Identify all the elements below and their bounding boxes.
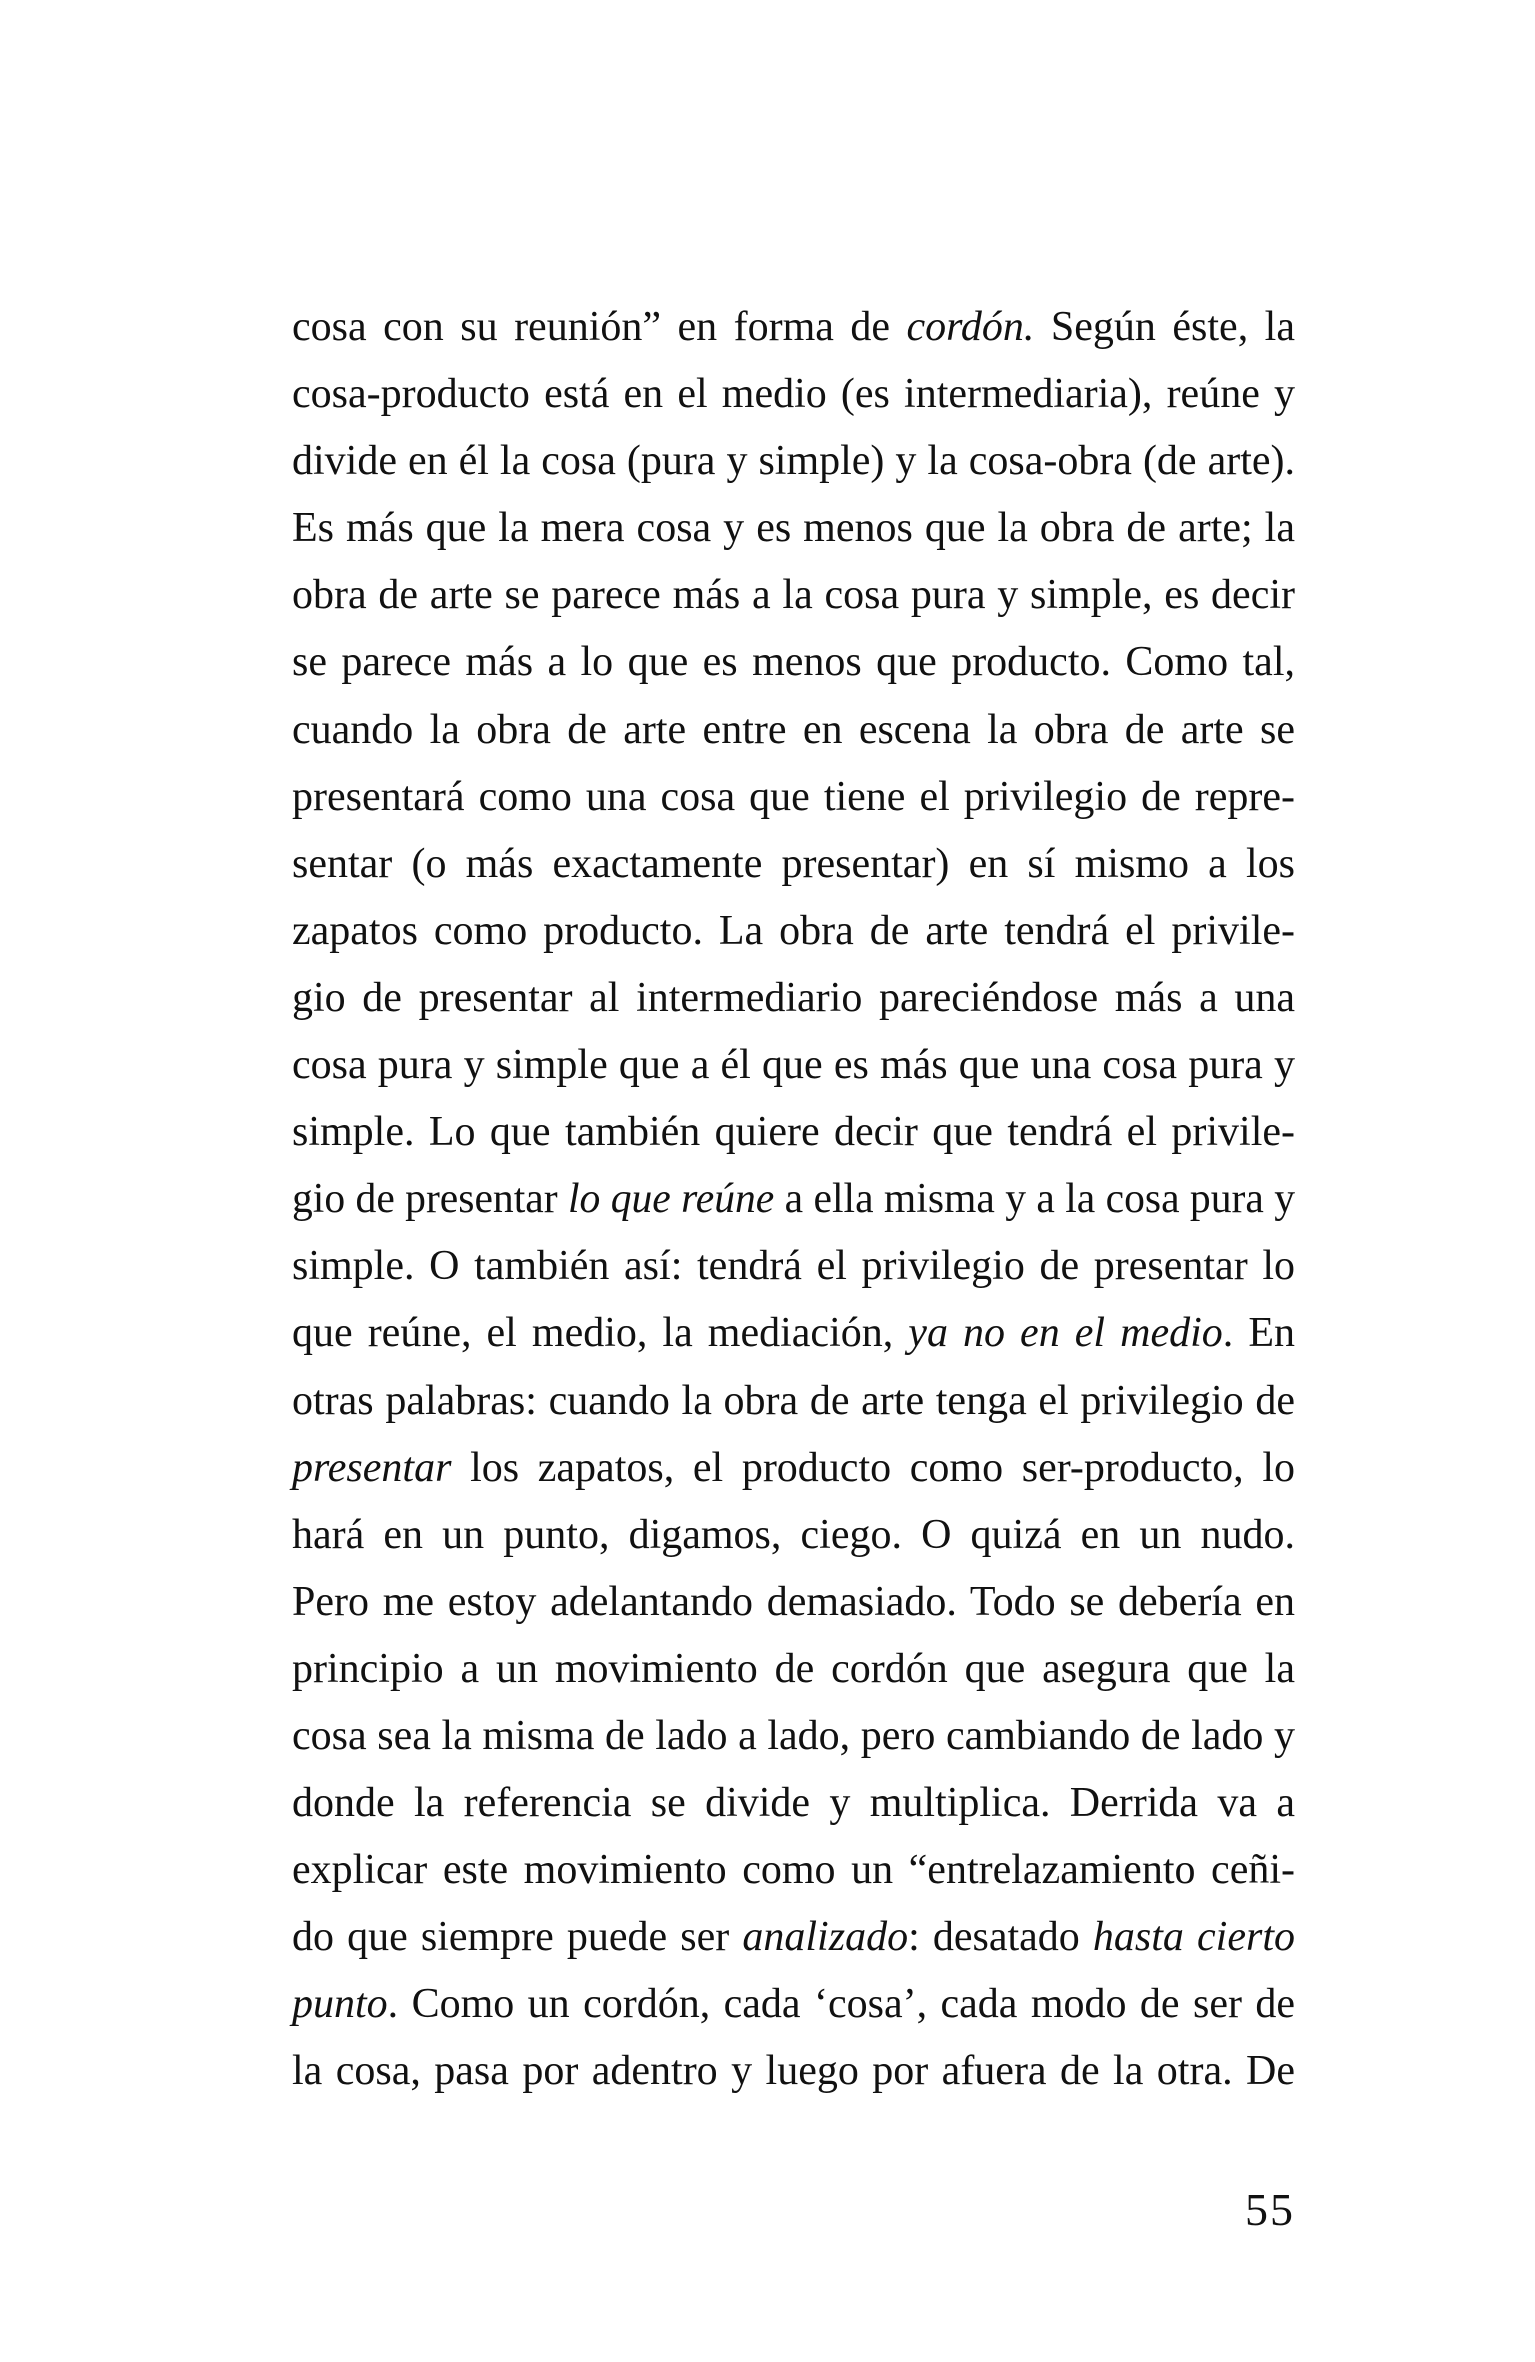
text-line [292,1971,1295,2038]
text-segment: do que siempre puede ser [292,1914,743,1961]
text-line [292,294,1295,361]
text-segment: otras palabras: cuando la obra de arte tenga el privilegio de [292,1377,1295,1424]
text-line [292,764,1295,831]
text-segment: los zapatos, el producto como ser-producto, lo [451,1444,1295,1491]
text-line [292,697,1295,764]
body-text [292,294,1295,2106]
italic-text: lo que reúne [567,1176,775,1223]
italic-text: punto [292,1981,388,2028]
text-segment: divide en él la cosa (pura y simple) y la cosa-obra (de arte). [292,438,1295,485]
text-segment: Es más que la mera cosa y es menos que la obra de arte; la [292,505,1295,552]
text-segment: explicar este movimiento como un “entrelazamiento ceñi- [292,1847,1295,1894]
text-segment: cosa sea la misma de lado a lado, pero cambiando de lado y [292,1712,1295,1759]
text-segment: donde la referencia se divide y multiplica. Derrida va a [292,1780,1295,1827]
text-segment: cosa pura y simple que a él que es más que una cosa pura y [292,1042,1295,1089]
italic-text: hasta cierto [1092,1914,1295,1961]
text-line [292,1770,1295,1837]
text-segment: que reúne, el medio, la mediación, [292,1310,909,1357]
page-number: 55 [1245,2184,1295,2235]
text-line [292,1032,1295,1099]
text-line [292,562,1295,629]
text-line [292,2038,1295,2105]
text-line [292,1300,1295,1367]
text-segment: la cosa, pasa por adentro y luego por afuera de la otra. De [292,2048,1295,2095]
italic-text: ya no en el medio [908,1310,1223,1357]
text-segment: obra de arte se parece más a la cosa pura y simple, es decir [292,572,1295,619]
italic-text: presentar [292,1444,452,1491]
text-line [292,1435,1295,1502]
text-segment: hará en un punto, digamos, ciego. O quizá en un nudo. [292,1511,1295,1558]
text-segment: sentar (o más exactamente presentar) en sí mismo a los [292,840,1295,887]
text-line [292,1233,1295,1300]
text-line [292,831,1295,898]
text-line [292,1837,1295,1904]
text-segment: . En [1222,1310,1295,1357]
text-line [292,1904,1295,1971]
text-segment: cuando la obra de arte entre en escena la obra de arte se [292,706,1295,753]
text-segment: se parece más a lo que es menos que producto. Como tal, [292,639,1295,686]
text-line [292,629,1295,696]
text-line [292,1502,1295,1569]
text-line [292,361,1295,428]
text-segment: Según éste, la [1034,304,1295,350]
italic-text: cordón. [906,304,1035,350]
text-segment: a ella misma y a la cosa pura y [774,1176,1295,1223]
text-line [292,428,1295,495]
text-line [292,965,1295,1032]
text-line [292,1099,1295,1166]
text-segment: simple. O también así: tendrá el privilegio de presentar lo [292,1243,1295,1290]
text-line [292,1368,1295,1435]
text-segment: : desatado [908,1914,1093,1961]
text-line [292,1569,1295,1636]
text-segment: cosa con su reunión” en forma de [292,304,907,350]
text-segment: cosa-producto está en el medio (es intermediaria), reúne y [292,371,1295,418]
text-line [292,1636,1295,1703]
text-segment: presentará como una cosa que tiene el privilegio de repre- [292,773,1295,820]
text-segment: gio de presentar al intermediario pareciéndose más a una [292,974,1295,1021]
text-segment: zapatos como producto. La obra de arte tendrá el privile- [292,907,1295,954]
text-line [292,1166,1295,1233]
text-segment: . Como un cordón, cada ‘cosa’, cada modo de ser de [387,1981,1295,2028]
text-segment: principio a un movimiento de cordón que asegura que la [292,1645,1295,1692]
text-segment: Pero me estoy adelantando demasiado. Todo se debería en [292,1578,1295,1625]
italic-text: analizado [742,1914,909,1961]
text-line [292,1703,1295,1770]
text-line [292,898,1295,965]
text-line [292,495,1295,562]
text-segment: simple. Lo que también quiere decir que tendrá el privile- [292,1109,1295,1156]
text-segment: gio de presentar [292,1176,568,1223]
